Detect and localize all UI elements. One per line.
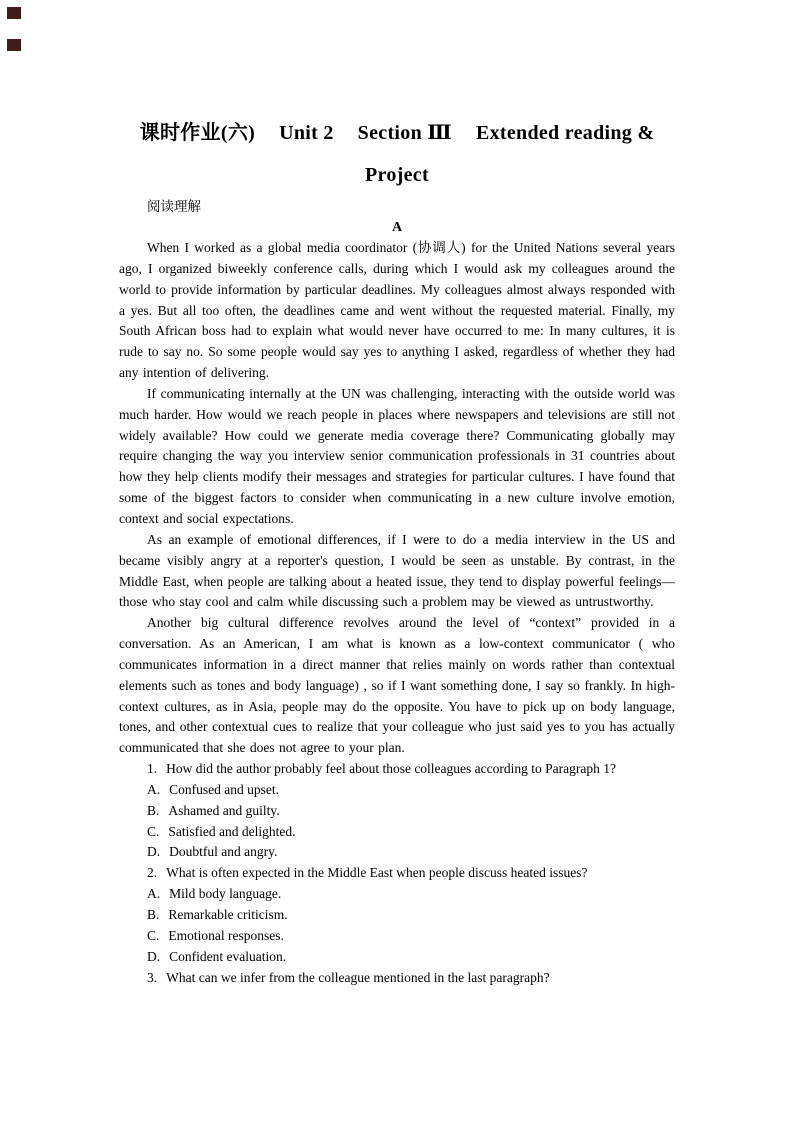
question-2-option-c [119, 926, 675, 947]
title-section: Section Ⅲ [357, 122, 452, 144]
option-text: Confident evaluation. [169, 948, 287, 964]
page-title-line1 [119, 112, 675, 154]
question-1-option-c [119, 822, 675, 843]
question-2-option-a [119, 884, 675, 905]
passage-paragraph-1: When I worked as a global media coordinator (协调人) for the United Nations several years ago, I organized biweekly conference calls, during which I would ask my colleagues around the world to provide information by particular deadlines. My colleagues almost always responded with a yes. But all too often, the deadlines came and went without the requested material. Finally, my South African boss had to explain what would never have occurred to me: In many cultures, it is rude to say no. So some people would say yes to anything I asked, regardless of whether they had any intention of delivering. [119, 240, 675, 381]
question-1-stem [119, 759, 675, 780]
option-text: Doubtful and angry. [169, 844, 278, 860]
question-1 [119, 759, 675, 863]
page-content [119, 0, 675, 988]
option-text: Ashamed and guilty. [168, 802, 280, 818]
question-1-number: 1. [147, 761, 158, 777]
option-text: Remarkable criticism. [168, 907, 288, 922]
question-2-option-b [119, 905, 675, 926]
title-unit: Unit 2 [279, 122, 334, 144]
corner-mark-bottom [7, 39, 21, 51]
reading-comprehension-label: 阅读理解 [147, 199, 201, 214]
question-1-text: How did the author probably feel about those colleagues according to Paragraph 1? [166, 761, 616, 777]
question-1-option-d [119, 842, 675, 863]
question-2-stem [119, 863, 675, 884]
option-label: D. [147, 844, 161, 860]
option-label: C. [147, 823, 160, 839]
question-1-option-a [119, 780, 675, 801]
option-text: Satisfied and delighted. [168, 823, 296, 839]
question-3-text: What can we infer from the colleague mentioned in the last paragraph? [166, 969, 550, 985]
title-topic: Extended reading & [475, 122, 655, 144]
question-2-number: 2. [147, 865, 158, 881]
title-lesson-number: 课时作业(六) [139, 122, 256, 144]
passage-paragraph-3: As an example of emotional differences, if I were to do a media interview in the US and became visibly angry at a reporter's question, I would be seen as unstable. By contrast, in the Middle East, when people are talking about a heated issue, they tend to display powerful feelings—those who stay cool and calm while discussing such a problem may be viewed as untrustworthy. [119, 531, 675, 610]
option-label: C. [147, 927, 160, 943]
question-2-text: What is often expected in the Middle East when people discuss heated issues? [166, 865, 588, 881]
passage-label-a: A [391, 220, 403, 235]
option-text: Confused and upset. [169, 781, 279, 797]
title-topic-continued: Project [365, 164, 429, 186]
question-1-option-b [119, 801, 675, 822]
question-2-option-d [119, 947, 675, 968]
option-text: Emotional responses. [168, 927, 284, 943]
option-label: A. [147, 781, 161, 797]
question-3-stem [119, 968, 675, 989]
page-title [119, 112, 675, 196]
question-2 [119, 863, 675, 967]
page-title-line2 [119, 154, 675, 196]
corner-mark-top [7, 7, 21, 19]
option-label: A. [147, 886, 161, 902]
option-label: B. [147, 907, 160, 922]
option-text: Mild body language. [169, 886, 282, 902]
option-label: B. [147, 802, 160, 818]
passage-paragraph-2: If communicating internally at the UN was challenging, interacting with the outside world was much harder. How would we reach people in places where newspapers and televisions are still not widely available? How could we generate media coverage there? Communicating globally may require changing the way you interview senior communication professionals in 31 countries about how they help clients modify their messages and strategies for particular cultures. I have found that some of the biggest factors to consider when communicating in a new culture involve emotion, context and social expectations. [119, 385, 675, 526]
option-label: D. [147, 948, 161, 964]
question-3 [119, 968, 675, 989]
passage-paragraph-4: Another big cultural difference revolves around the level of “context” provided in a conversation. As an American, I am what is known as a low-context communicator ( who communicates information in a direct manner that relies mainly on words rather than contextual elements such as tones and body language) , so if I want something done, I say so frankly. In high-context cultures, as in Asia, people may do the opposite. You have to pick up on body language, tones, and other contextual cues to realize that your colleague who just said yes to you has actually communicated that she does not agree to your plan. [119, 615, 675, 756]
question-3-number: 3. [147, 969, 158, 985]
